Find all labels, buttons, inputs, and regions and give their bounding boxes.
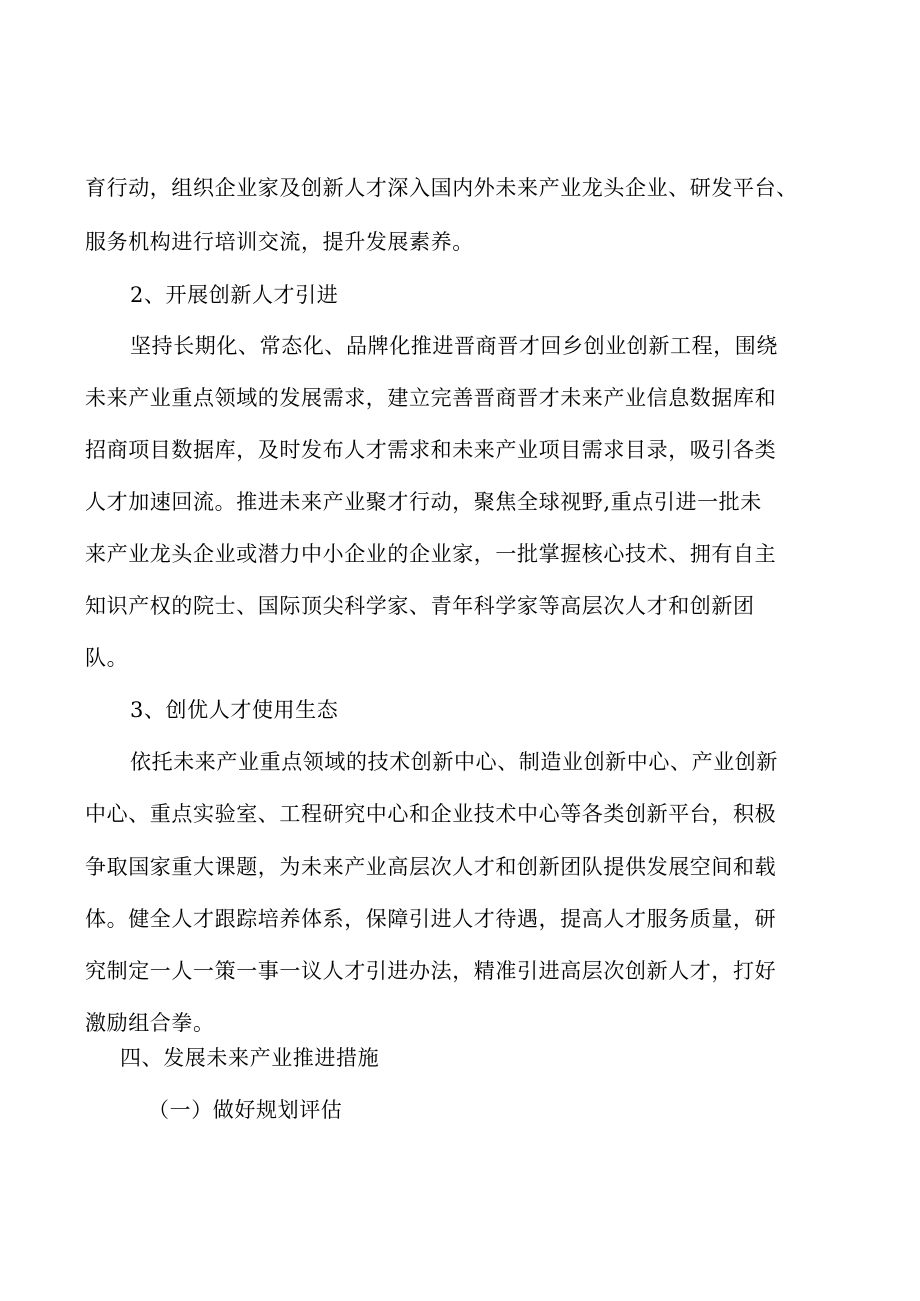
section-heading: 2、开展创新人才引进: [130, 283, 339, 307]
paragraph-line: 来产业龙头企业或潜力中小企业的企业家，一批掌握核心技术、拥有自主: [85, 542, 777, 566]
paragraph-line: 未来产业重点领域的发展需求，建立完善晋商晋才未来产业信息数据库和: [85, 386, 777, 410]
paragraph-line: 坚持长期化、常态化、品牌化推进晋商晋才回乡创业创新工程，围绕: [130, 334, 778, 358]
subsection-heading: （一）做好规划评估: [148, 1098, 343, 1122]
chapter-heading: 四、发展未来产业推进措施: [120, 1046, 380, 1070]
paragraph-line: 招商项目数据库，及时发布人才需求和未来产业项目需求目录，吸引各类: [85, 438, 777, 462]
paragraph-line: 知识产权的院士、国际顶尖科学家、青年科学家等高层次人才和创新团: [85, 594, 755, 618]
paragraph-line: 体。健全人才跟踪培养体系，保障引进人才待遇，提高人才服务质量，研: [85, 907, 777, 931]
paragraph-line: 服务机构进行培训交流，提升发展素养。: [85, 230, 474, 254]
paragraph-line: 队。: [85, 646, 129, 670]
paragraph-line: 争取国家重大课题，为未来产业高层次人才和创新团队提供发展空间和载: [85, 855, 777, 879]
paragraph-line: 依托未来产业重点领域的技术创新中心、制造业创新中心、产业创新: [130, 750, 778, 774]
paragraph-line: 究制定一人一策一事一议人才引进办法，精准引进高层次创新人才，打好: [85, 959, 777, 983]
paragraph-line: 人才加速回流。推进未来产业聚才行动，聚焦全球视野,重点引进一批未: [85, 490, 762, 514]
paragraph-line: 激励组合拳。: [85, 1011, 215, 1035]
section-heading: 3、创优人才使用生态: [130, 698, 339, 722]
paragraph-line: 中心、重点实验室、工程研究中心和企业技术中心等各类创新平台，积极: [85, 802, 777, 826]
paragraph-line: 育行动，组织企业家及创新人才深入国内外未来产业龙头企业、研发平台、: [85, 176, 798, 200]
